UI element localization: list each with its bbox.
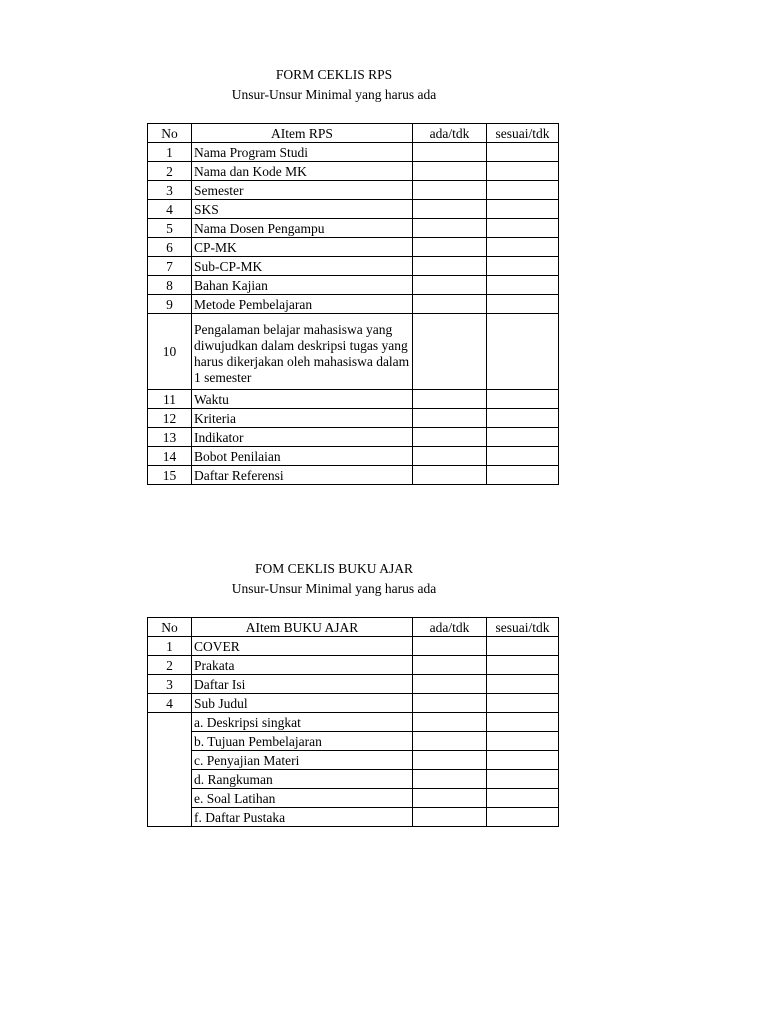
ada-cell[interactable] xyxy=(413,390,487,409)
sesuai-cell[interactable] xyxy=(487,143,559,162)
sesuai-cell[interactable] xyxy=(487,694,559,713)
sesuai-cell[interactable] xyxy=(487,656,559,675)
row-item: Nama dan Kode MK xyxy=(192,162,413,181)
row-number: 15 xyxy=(148,466,192,485)
row-number: 1 xyxy=(148,637,192,656)
table-row xyxy=(148,143,559,162)
sesuai-cell[interactable] xyxy=(487,447,559,466)
table-row xyxy=(148,637,559,656)
row-number: 2 xyxy=(148,656,192,675)
ada-cell[interactable] xyxy=(413,770,487,789)
row-item: Kriteria xyxy=(192,409,413,428)
ada-cell[interactable] xyxy=(413,637,487,656)
rps-table-body xyxy=(148,124,559,485)
sesuai-cell[interactable] xyxy=(487,162,559,181)
sesuai-cell[interactable] xyxy=(487,713,559,732)
table-row xyxy=(148,656,559,675)
row-item: Waktu xyxy=(192,390,413,409)
row-item: Indikator xyxy=(192,428,413,447)
row-item: Bahan Kajian xyxy=(192,276,413,295)
row-number: 5 xyxy=(148,219,192,238)
ada-cell[interactable] xyxy=(413,200,487,219)
ada-cell[interactable] xyxy=(413,808,487,827)
sesuai-cell[interactable] xyxy=(487,390,559,409)
sesuai-cell[interactable] xyxy=(487,409,559,428)
table-row xyxy=(148,390,559,409)
table-row xyxy=(148,181,559,200)
row-number: 3 xyxy=(148,675,192,694)
ada-cell[interactable] xyxy=(413,409,487,428)
row-item: COVER xyxy=(192,637,413,656)
sesuai-cell[interactable] xyxy=(487,466,559,485)
sesuai-cell[interactable] xyxy=(487,751,559,770)
row-number: 9 xyxy=(148,295,192,314)
sub-item-row xyxy=(148,789,559,808)
buku-ajar-table-body xyxy=(148,618,559,827)
ada-cell[interactable] xyxy=(413,789,487,808)
ada-cell[interactable] xyxy=(413,276,487,295)
row-item: Pengalaman belajar mahasiswa yang diwujudkan dalam deskripsi tugas yang harus dikerjakan oleh mahasiswa dalam 1 semester xyxy=(192,314,413,390)
ada-cell[interactable] xyxy=(413,181,487,200)
sesuai-cell[interactable] xyxy=(487,276,559,295)
table-row xyxy=(148,257,559,276)
row-item: Semester xyxy=(192,181,413,200)
table-row xyxy=(148,428,559,447)
table-row xyxy=(148,466,559,485)
ada-cell[interactable] xyxy=(413,732,487,751)
column-header-item: AItem RPS xyxy=(192,124,413,143)
sesuai-cell[interactable] xyxy=(487,295,559,314)
table-header-row xyxy=(148,618,559,637)
sesuai-cell[interactable] xyxy=(487,675,559,694)
sub-item: e. Soal Latihan xyxy=(192,789,413,808)
row-item: Nama Dosen Pengampu xyxy=(192,219,413,238)
buku-ajar-form-subtitle: Unsur-Unsur Minimal yang harus ada xyxy=(231,581,437,596)
row-number: 4 xyxy=(148,200,192,219)
column-header-no: No xyxy=(148,618,192,637)
ada-cell[interactable] xyxy=(413,751,487,770)
row-number: 14 xyxy=(148,447,192,466)
sesuai-cell[interactable] xyxy=(487,238,559,257)
ada-cell[interactable] xyxy=(413,295,487,314)
table-header-row xyxy=(148,124,559,143)
sesuai-cell[interactable] xyxy=(487,428,559,447)
sesuai-cell[interactable] xyxy=(487,789,559,808)
table-row xyxy=(148,675,559,694)
ada-cell[interactable] xyxy=(413,257,487,276)
row-number: 3 xyxy=(148,181,192,200)
column-header-ada: ada/tdk xyxy=(413,618,487,637)
row-number: 12 xyxy=(148,409,192,428)
row-item: Sub Judul xyxy=(192,694,413,713)
ada-cell[interactable] xyxy=(413,694,487,713)
column-header-item: AItem BUKU AJAR xyxy=(192,618,413,637)
row-number: 4 xyxy=(148,694,192,713)
row-number: 1 xyxy=(148,143,192,162)
ada-cell[interactable] xyxy=(413,675,487,694)
row-item: Bobot Penilaian xyxy=(192,447,413,466)
table-row xyxy=(148,295,559,314)
row-item: Sub-CP-MK xyxy=(192,257,413,276)
rps-checklist-table xyxy=(147,123,559,485)
column-header-sesuai: sesuai/tdk xyxy=(487,618,559,637)
sesuai-cell[interactable] xyxy=(487,219,559,238)
row-item: Daftar Isi xyxy=(192,675,413,694)
table-row xyxy=(148,314,559,390)
ada-cell[interactable] xyxy=(413,713,487,732)
sub-item-row xyxy=(148,751,559,770)
table-row xyxy=(148,409,559,428)
sub-item-row xyxy=(148,713,559,732)
ada-cell[interactable] xyxy=(413,656,487,675)
sesuai-cell[interactable] xyxy=(487,200,559,219)
row-item: CP-MK xyxy=(192,238,413,257)
table-row xyxy=(148,447,559,466)
sub-item-row xyxy=(148,808,559,827)
row-item: Nama Program Studi xyxy=(192,143,413,162)
ada-cell[interactable] xyxy=(413,428,487,447)
row-item: Prakata xyxy=(192,656,413,675)
rps-form-title: FORM CEKLIS RPS xyxy=(275,67,393,82)
table-row xyxy=(148,200,559,219)
column-header-no: No xyxy=(148,124,192,143)
sesuai-cell[interactable] xyxy=(487,257,559,276)
sesuai-cell[interactable] xyxy=(487,770,559,789)
column-header-sesuai: sesuai/tdk xyxy=(487,124,559,143)
sesuai-cell[interactable] xyxy=(487,181,559,200)
sub-item-row xyxy=(148,770,559,789)
buku-ajar-checklist-table xyxy=(147,617,559,827)
sub-item: c. Penyajian Materi xyxy=(192,751,413,770)
row-number: 7 xyxy=(148,257,192,276)
sub-item: b. Tujuan Pembelajaran xyxy=(192,732,413,751)
row-item: SKS xyxy=(192,200,413,219)
sesuai-cell[interactable] xyxy=(487,808,559,827)
buku-ajar-form-title: FOM CEKLIS BUKU AJAR xyxy=(255,561,413,576)
ada-cell[interactable] xyxy=(413,143,487,162)
row-number: 8 xyxy=(148,276,192,295)
row-item: Daftar Referensi xyxy=(192,466,413,485)
row-number: 10 xyxy=(148,314,192,390)
empty-number-cell xyxy=(148,713,192,827)
ada-cell[interactable] xyxy=(413,447,487,466)
table-row xyxy=(148,162,559,181)
sesuai-cell[interactable] xyxy=(487,314,559,390)
table-row xyxy=(148,219,559,238)
sesuai-cell[interactable] xyxy=(487,732,559,751)
table-row xyxy=(148,276,559,295)
column-header-ada: ada/tdk xyxy=(413,124,487,143)
ada-cell[interactable] xyxy=(413,314,487,390)
row-number: 13 xyxy=(148,428,192,447)
rps-form-subtitle: Unsur-Unsur Minimal yang harus ada xyxy=(231,87,437,102)
sub-item: f. Daftar Pustaka xyxy=(192,808,413,827)
ada-cell[interactable] xyxy=(413,162,487,181)
ada-cell[interactable] xyxy=(413,238,487,257)
sub-item: d. Rangkuman xyxy=(192,770,413,789)
row-item: Metode Pembelajaran xyxy=(192,295,413,314)
sub-item-row xyxy=(148,732,559,751)
table-row xyxy=(148,238,559,257)
ada-cell[interactable] xyxy=(413,466,487,485)
table-row xyxy=(148,694,559,713)
sesuai-cell[interactable] xyxy=(487,637,559,656)
sub-item: a. Deskripsi singkat xyxy=(192,713,413,732)
row-number: 11 xyxy=(148,390,192,409)
row-number: 6 xyxy=(148,238,192,257)
row-number: 2 xyxy=(148,162,192,181)
ada-cell[interactable] xyxy=(413,219,487,238)
